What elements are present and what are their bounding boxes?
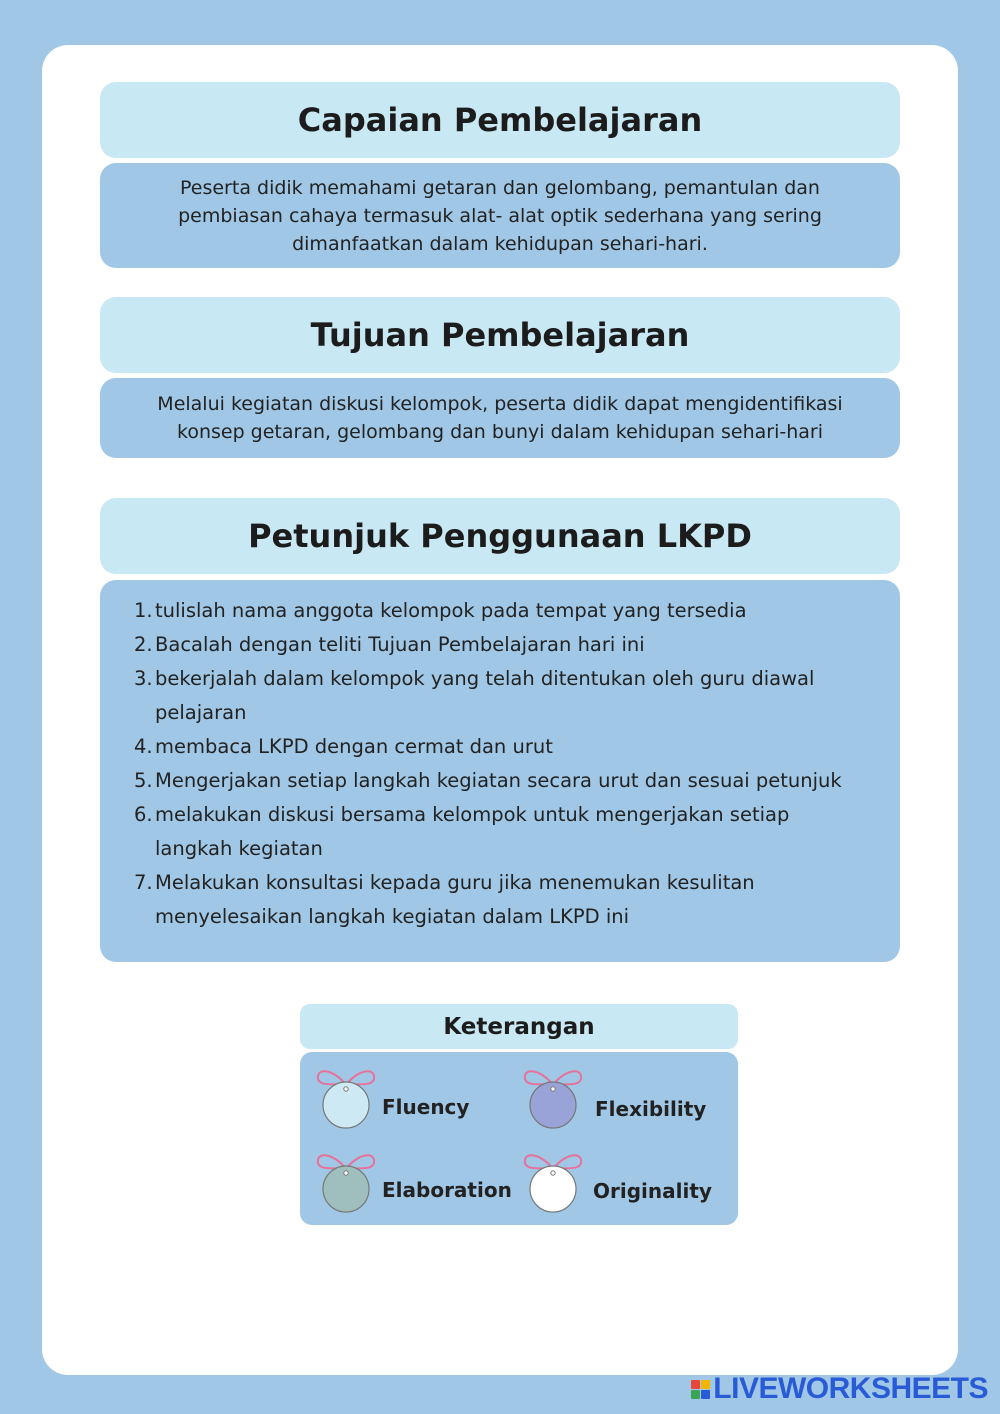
list-item: 6. melakukan diskusi bersama kelompok untuk mengerjakan setiap langkah kegiatan (134, 803, 790, 860)
liveworksheets-logo-icon (691, 1380, 710, 1399)
petunjuk-list (134, 594, 870, 934)
petunjuk-list-box (100, 580, 900, 962)
capaian-title: Capaian Pembelajaran (100, 82, 900, 158)
tujuan-text: Melalui kegiatan diskusi kelompok, peserta didik dapat mengidentifikasi konsep getaran, gelombang dan bunyi dalam kehidupan sehari-hari (100, 378, 900, 458)
list-item: 3. bekerjalah dalam kelompok yang telah ditentukan oleh guru diawal pelajaran (134, 667, 815, 724)
fluency-tag-icon (314, 1059, 378, 1131)
liveworksheets-brand[interactable] (691, 1372, 988, 1406)
list-item: 5. Mengerjakan setiap langkah kegiatan secara urut dan sesuai petunjuk (134, 769, 842, 792)
flexibility-label: Flexibility (595, 1097, 707, 1121)
list-item: 2. Bacalah dengan teliti Tujuan Pembelajaran hari ini (134, 633, 645, 656)
keterangan-title: Keterangan (300, 1004, 738, 1049)
list-item: 1. tulislah nama anggota kelompok pada tempat yang tersedia (134, 599, 747, 622)
originality-label: Originality (593, 1179, 712, 1203)
list-item: 7. Melakukan konsultasi kepada guru jika menemukan kesulitan menyelesaikan langkah kegiatan dalam LKPD ini (134, 871, 755, 928)
petunjuk-title: Petunjuk Penggunaan LKPD (100, 498, 900, 574)
brand-text: LIVEWORKSHEETS (713, 1372, 988, 1405)
capaian-text: Peserta didik memahami getaran dan gelombang, pemantulan dan pembiasan cahaya termasuk alat- alat optik sederhana yang sering dimanfaatkan dalam kehidupan sehari-hari. (100, 163, 900, 268)
elaboration-label: Elaboration (382, 1178, 512, 1202)
fluency-label: Fluency (382, 1095, 470, 1119)
originality-tag-icon (521, 1143, 585, 1215)
flexibility-tag-icon (521, 1059, 585, 1131)
list-item: 4. membaca LKPD dengan cermat dan urut (134, 735, 553, 758)
elaboration-tag-icon (314, 1143, 378, 1215)
tujuan-title: Tujuan Pembelajaran (100, 297, 900, 373)
keterangan-legend (300, 1052, 738, 1225)
